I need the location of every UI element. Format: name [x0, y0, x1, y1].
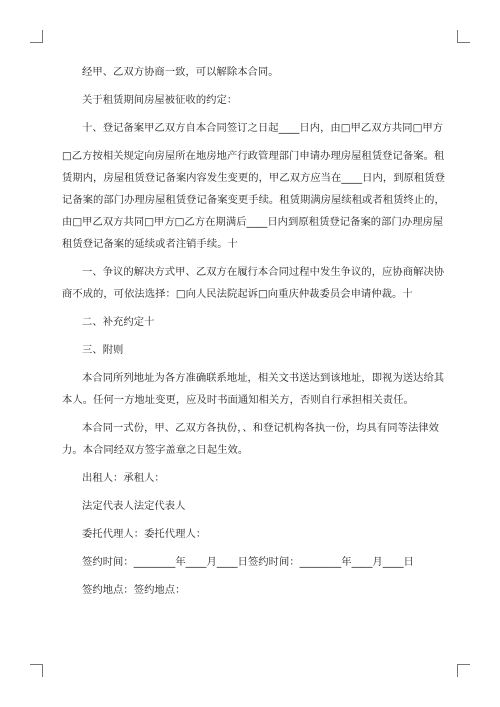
signature-line: 签约时间：________年____月____日签约时间：________年____月____日 [82, 556, 414, 568]
page-corner-mark [30, 664, 43, 677]
paragraph-line: □乙方按相关规定向房屋所在地房地产行政管理部门申请办理房屋租赁登记备案。租 [62, 150, 445, 162]
paragraph-line: 一、争议的解决方式甲、乙双方在履行本合同过程中发生争议的，应协商解决协 [82, 266, 445, 278]
paragraph-line: 记备案的部门办理房屋租赁登记备案变更手续。租赁期满房屋续租或者租赁终止的， [62, 194, 445, 206]
paragraph-line: 租赁登记备案的延续或者注销手续。十 [62, 238, 238, 250]
page-corner-mark [457, 30, 470, 43]
signature-line: 委托代理人：委托代理人： [82, 528, 207, 540]
paragraph-line: 赁期内，房屋租赁登记备案内容发生变更的，甲乙双方应当在____日内，到原租赁登 [62, 172, 445, 184]
paragraph-line: 本合同所列地址为各方准确联系地址，相关文书送达到该地址，即视为送达给其 [82, 372, 445, 384]
page-corner-mark [30, 30, 43, 43]
paragraph-line: 商不成的，可依法选择：□向人民法院起诉□向重庆仲裁委员会申请仲裁。十 [62, 288, 413, 300]
paragraph-line: 力。本合同经双方签字盖章之日起生效。 [62, 444, 249, 456]
signature-line: 法定代表人法定代表人 [82, 500, 186, 512]
paragraph-line: 三、附则 [82, 344, 124, 356]
document-body [62, 65, 445, 597]
page-corner-mark [457, 664, 470, 677]
paragraph-line: 十、登记备案甲乙双方自本合同签订之日起____日内，由□甲乙双方共同□甲方 [82, 122, 444, 134]
paragraph-line: 二、补充约定十 [82, 316, 155, 328]
paragraph-line: 本人。任何一方地址变更，应及时书面通知相关方，否则自行承担相关责任。 [62, 394, 414, 406]
paragraph-line: 关于租赁期间房屋被征收的约定： [82, 94, 238, 106]
paragraph-line: 由□甲乙双方共同□甲方□乙方在期满后____日内到原租赁登记备案的部门办理房屋 [62, 216, 444, 228]
signature-line: 出租人：承租人： [82, 472, 165, 484]
paragraph-line: 本合同一式份，甲、乙双方各执份，、和登记机构各执一份，均具有同等法律效 [82, 422, 439, 434]
paragraph-line: 经甲、乙双方协商一致，可以解除本合同。 [82, 66, 279, 78]
signature-line: 签约地点：签约地点： [82, 584, 186, 596]
